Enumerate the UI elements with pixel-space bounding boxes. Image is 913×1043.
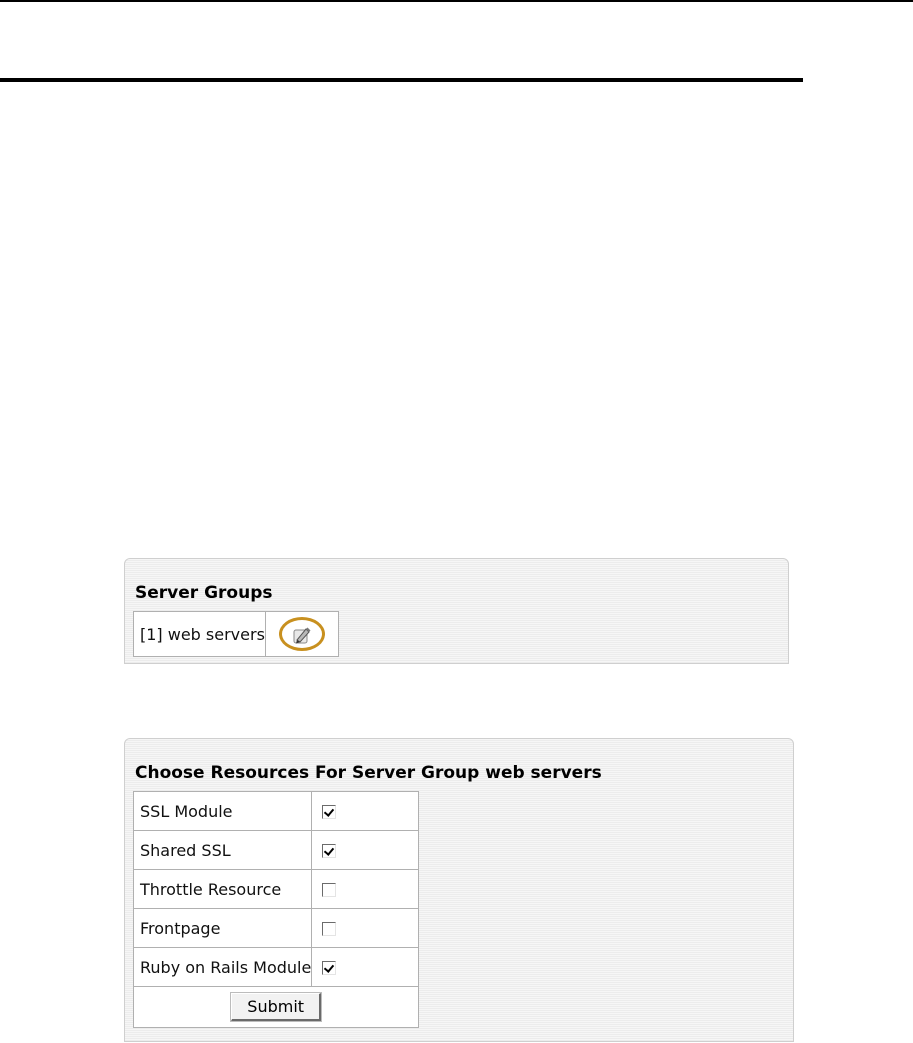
submit-button[interactable]: Submit: [231, 993, 321, 1021]
server-group-name: [1] web servers: [134, 612, 266, 657]
ssl-module-checkbox[interactable]: [322, 805, 336, 819]
resource-label-shared-ssl: Shared SSL: [134, 831, 312, 870]
top-divider: [0, 0, 913, 2]
ruby-on-rails-module-checkbox[interactable]: [322, 961, 336, 975]
server-groups-panel: [124, 558, 789, 664]
resource-checkbox-cell: [312, 792, 419, 831]
shared-ssl-checkbox[interactable]: [322, 844, 336, 858]
resource-label-ruby-on-rails-module: Ruby on Rails Module: [134, 948, 312, 987]
throttle-resource-checkbox[interactable]: [322, 883, 336, 897]
resource-checkbox-cell: [312, 948, 419, 987]
table-row: [134, 831, 419, 870]
table-row: [134, 612, 339, 657]
choose-resources-panel: [124, 738, 794, 1042]
table-row: [134, 948, 419, 987]
submit-cell: [134, 987, 419, 1028]
table-row: [134, 792, 419, 831]
resource-label-ssl-module: SSL Module: [134, 792, 312, 831]
submit-row: [134, 987, 419, 1028]
resource-checkbox-cell: [312, 909, 419, 948]
edit-icon[interactable]: [279, 617, 325, 651]
server-groups-table: [133, 611, 339, 657]
header-divider: [0, 78, 803, 82]
table-row: [134, 870, 419, 909]
resource-checkbox-cell: [312, 870, 419, 909]
resource-label-frontpage: Frontpage: [134, 909, 312, 948]
table-row: [134, 909, 419, 948]
choose-resources-title: Choose Resources For Server Group web servers: [135, 763, 602, 783]
resources-table: [133, 791, 419, 1028]
frontpage-checkbox[interactable]: [322, 922, 336, 936]
server-group-actions: [265, 612, 338, 657]
server-groups-title: Server Groups: [135, 583, 273, 603]
resource-checkbox-cell: [312, 831, 419, 870]
resource-label-throttle-resource: Throttle Resource: [134, 870, 312, 909]
